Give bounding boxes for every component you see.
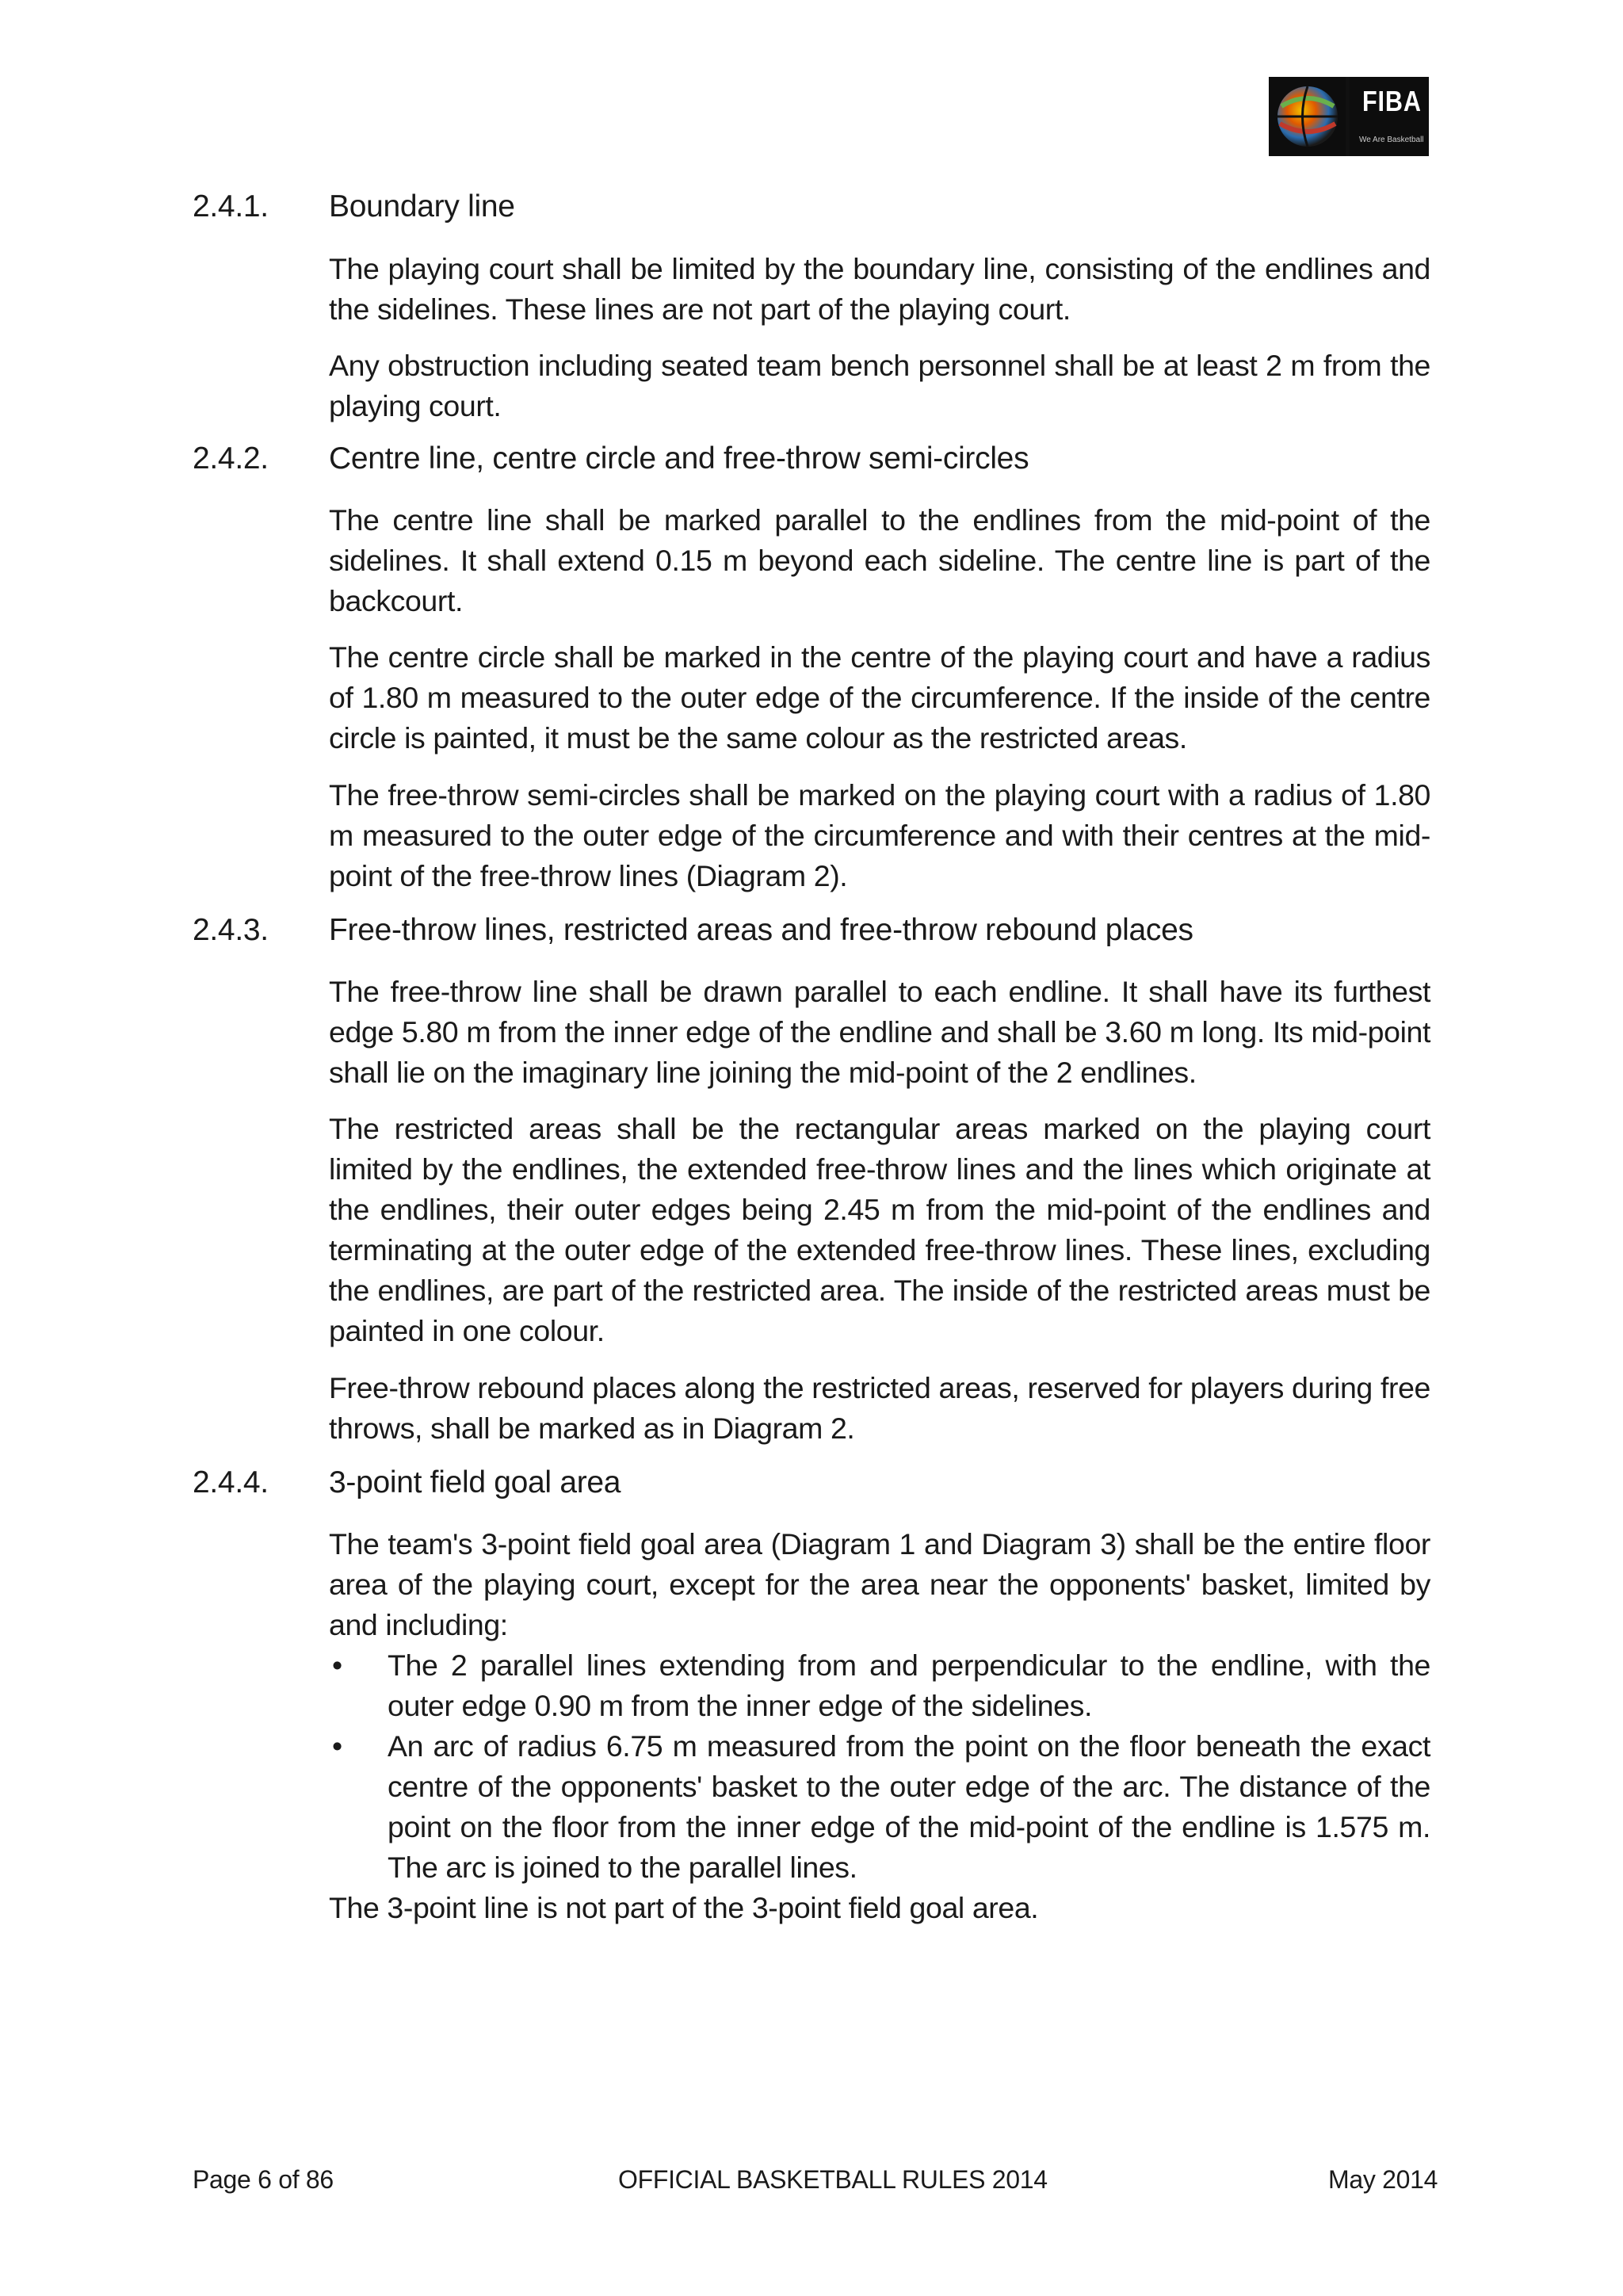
list-item-text: The 2 parallel lines extending from and perpendicular to the endline, with the outer edge 0.90 m from the inner edge of the sidelines. [388, 1648, 1430, 1722]
section-title: Boundary line [329, 189, 515, 223]
section-title: 3-point field goal area [329, 1465, 621, 1499]
bullet-icon: • [332, 1729, 342, 1763]
section-number: 2.4.1. [193, 189, 269, 223]
paragraph: The free-throw semi-circles shall be marked on the playing court with a radius of 1.80 m measured to the outer edge of the circumference and with their centres at the mid-point of the free-throw lines (Diagram 2). [329, 778, 1430, 892]
paragraph: The restricted areas shall be the rectangular areas marked on the playing court limited by the endlines, the extended free-throw lines and the lines which originate at the endlines, their outer edges being 2.45 m from the mid-point of the endlines and terminating at the outer edge of the extended free-throw lines. These lines, excluding the endlines, are part of the restricted area. The inside of the restricted areas must be painted in one colour. [329, 1112, 1430, 1347]
section-title: Free-throw lines, restricted areas and free-throw rebound places [329, 913, 1193, 947]
paragraph: The centre line shall be marked parallel to the endlines from the mid-point of the sidelines. It shall extend 0.15 m beyond each sideline. The centre line is part of the backcourt. [329, 503, 1430, 617]
paragraph: The 3-point line is not part of the 3-point field goal area. [329, 1891, 1039, 1924]
paragraph: The team's 3-point field goal area (Diagram 1 and Diagram 3) shall be the entire floor area of the playing court, except for the area near the opponents' basket, limited by and including: [329, 1527, 1430, 1641]
paragraph: Any obstruction including seated team bench personnel shall be at least 2 m from the playing court. [329, 349, 1430, 422]
bullet-icon: • [332, 1648, 342, 1682]
paragraph: The centre circle shall be marked in the centre of the playing court and have a radius of 1.80 m measured to the outer edge of the circumference. If the inside of the centre circle is painted, it must be the same colour as the restricted areas. [329, 640, 1430, 755]
paragraph: Free-throw rebound places along the restricted areas, reserved for players during free throws, shall be marked as in Diagram 2. [329, 1371, 1430, 1445]
list-item-text: An arc of radius 6.75 m measured from the point on the floor beneath the exact centre of the opponents' basket to the outer edge of the arc. The distance of the point on the floor from the inner edge of the mid-point of the endline is 1.575 m. The arc is joined to the parallel lines. [388, 1729, 1430, 1884]
logo-wordmark: FIBA [1362, 85, 1422, 117]
paragraph: The free-throw line shall be drawn parallel to each endline. It shall have its furthest edge 5.80 m from the inner edge of the endline and shall be 3.60 m long. Its mid-point shall lie on the imaginary line joining the mid-point of the 2 endlines. [329, 975, 1430, 1089]
section-number: 2.4.2. [193, 441, 269, 476]
section-title: Centre line, centre circle and free-throw semi-circles [329, 441, 1029, 476]
basketball-icon [1269, 77, 1346, 156]
footer-date: May 2014 [1328, 2165, 1438, 2194]
paragraph: The playing court shall be limited by the boundary line, consisting of the endlines and the sidelines. These lines are not part of the playing court. [329, 252, 1430, 326]
page-number: Page 6 of 86 [193, 2165, 334, 2194]
section-number: 2.4.3. [193, 913, 269, 947]
fiba-logo [1269, 77, 1429, 156]
section-heading [0, 441, 1623, 486]
list-item [329, 1645, 1430, 1726]
section-heading [0, 189, 1623, 234]
section-heading [0, 1465, 1623, 1510]
logo-tagline: We Are Basketball [1359, 136, 1424, 144]
list-item [329, 1726, 1430, 1888]
section-number: 2.4.4. [193, 1465, 269, 1499]
section-heading [0, 913, 1623, 957]
footer-title: OFFICIAL BASKETBALL RULES 2014 [618, 2165, 1048, 2194]
